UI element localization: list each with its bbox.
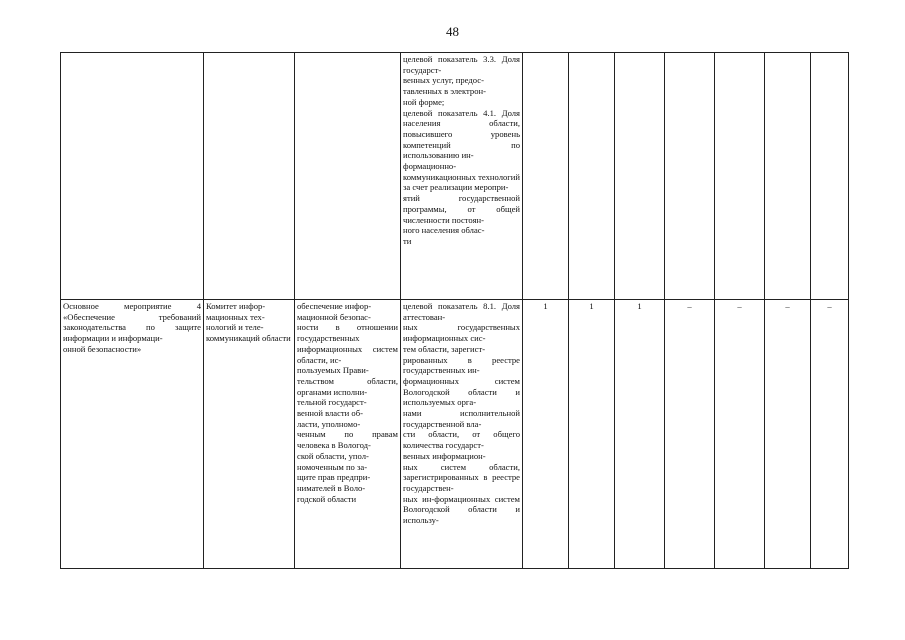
value-cell xyxy=(665,53,715,300)
value-cell xyxy=(765,53,811,300)
table-row xyxy=(61,300,849,569)
value-cell: – xyxy=(765,300,811,569)
page-number: 48 xyxy=(446,24,459,39)
indicator-cell: целевой показатель 3.3. Доля государст- венных услуг, предос- тавленных в электрон- ной форме; целевой показатель 4.1. Доля населения области, повысившего уровень компетенций по использованию ин- формационно- коммуникационных технологий за счет реализации меропри- ятий государственной программы, от общей численности постоян- ного населения облас- ти xyxy=(401,53,523,300)
value-cell xyxy=(615,53,665,300)
value-cell: – xyxy=(665,300,715,569)
value-cell: 1 xyxy=(523,300,569,569)
executor-cell xyxy=(204,53,295,300)
value-cell xyxy=(811,53,849,300)
indicator-cell: целевой показатель 8.1. Доля аттестован- ных государственных информационных сис- тем области, зарегист- рированных в реестре государственных ин- формационных систем Вологодской области и используемых орга- нами исполнительной государственной вла- сти области, от общего количества государст- венных информацион- ных систем области, зарегистрированных в реестре государствен- ных ин-формационных систем Вологодской области и использу- xyxy=(401,300,523,569)
executor-cell: Комитет инфор- мационных тех- нологий и теле- коммуникаций области xyxy=(204,300,295,569)
value-cell xyxy=(569,53,615,300)
event-cell: Основное мероприятие 4 «Обеспечение требований законодательства по защите информации и информаци- онной безопасности» xyxy=(61,300,204,569)
value-cell: – xyxy=(811,300,849,569)
result-cell xyxy=(295,53,401,300)
value-cell xyxy=(715,53,765,300)
value-cell: – xyxy=(715,300,765,569)
result-cell: обеспечение инфор- мационной безопас- ности в отношении государственных информационных систем области, ис- пользуемых Прави- тельством области, органами исполни- тельной государст- венной власти об- ласти, уполномо- ченным по правам человека в Вологод- ской области, упол- номоченным по за- щите прав предпри- нимателей в Воло- годской области xyxy=(295,300,401,569)
program-table xyxy=(60,52,849,569)
value-cell xyxy=(523,53,569,300)
value-cell: 1 xyxy=(569,300,615,569)
table-row xyxy=(61,53,849,300)
value-cell: 1 xyxy=(615,300,665,569)
event-cell xyxy=(61,53,204,300)
